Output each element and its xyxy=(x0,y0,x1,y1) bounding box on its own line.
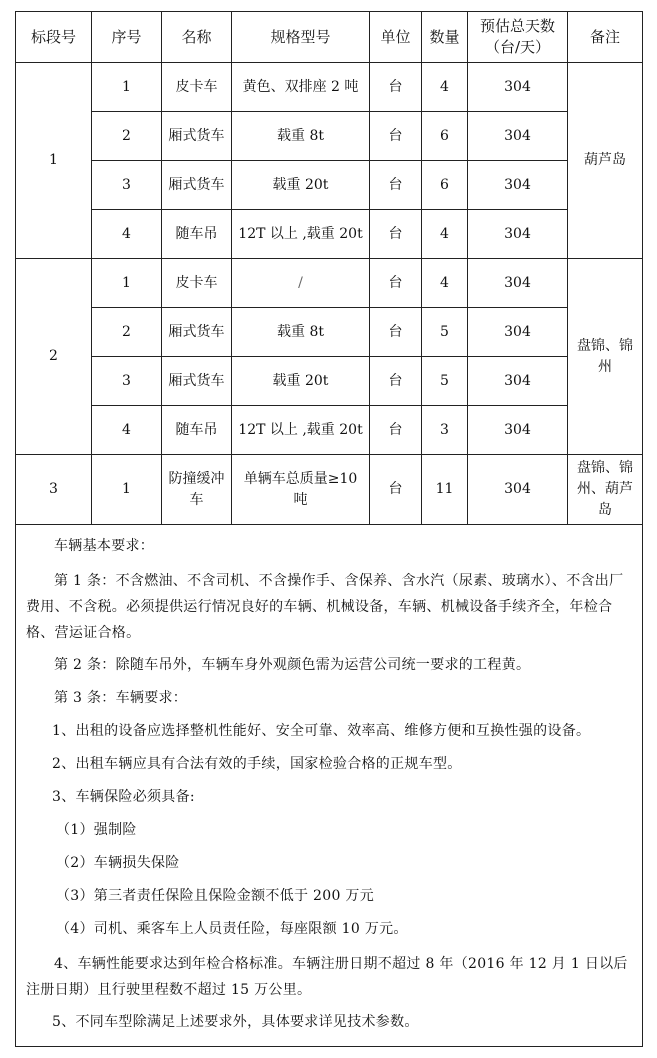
table-row xyxy=(16,308,643,357)
header-days-line1: 预估总天数 xyxy=(479,17,555,35)
table-row xyxy=(16,112,643,161)
qty-cell: 4 xyxy=(422,63,468,112)
days-cell: 304 xyxy=(468,455,568,525)
header-unit: 单位 xyxy=(370,12,422,63)
requirements-cell xyxy=(16,525,643,1047)
insurance-item-3: （3）第三者责任保险且保险金额不低于 200 万元 xyxy=(56,888,375,904)
note-cell: 葫芦岛 xyxy=(568,63,643,259)
insurance-item-1: （1）强制险 xyxy=(56,822,137,838)
days-cell: 304 xyxy=(468,259,568,308)
seq-cell: 4 xyxy=(92,210,162,259)
seq-cell: 2 xyxy=(92,308,162,357)
header-qty: 数量 xyxy=(422,12,468,63)
qty-cell: 6 xyxy=(422,112,468,161)
seq-cell: 2 xyxy=(92,112,162,161)
unit-cell: 台 xyxy=(370,357,422,406)
qty-cell: 4 xyxy=(422,210,468,259)
seq-cell: 4 xyxy=(92,406,162,455)
qty-cell: 6 xyxy=(422,161,468,210)
note-cell: 盘锦、锦州、葫芦岛 xyxy=(568,455,643,525)
insurance-item-2: （2）车辆损失保险 xyxy=(56,855,180,871)
spec-cell: / xyxy=(232,259,370,308)
vehicle-rental-table xyxy=(15,11,643,1047)
unit-cell: 台 xyxy=(370,455,422,525)
requirement-item-2: 2、出租车辆应具有合法有效的手续，国家检验合格的正规车型。 xyxy=(52,756,462,772)
header-seq: 序号 xyxy=(92,12,162,63)
insurance-item-4: （4）司机、乘客车上人员责任险，每座限额 10 万元。 xyxy=(56,921,408,937)
header-days-line2: （台/天） xyxy=(484,38,551,56)
section-no-cell: 2 xyxy=(16,259,92,455)
name-cell: 防撞缓冲车 xyxy=(162,455,232,525)
name-cell: 皮卡车 xyxy=(162,259,232,308)
requirement-item-3: 3、车辆保险必须具备: xyxy=(52,789,195,805)
spec-cell: 载重 20t xyxy=(232,357,370,406)
note-cell: 盘锦、锦州 xyxy=(568,259,643,455)
header-spec: 规格型号 xyxy=(232,12,370,63)
spec-cell: 载重 20t xyxy=(232,161,370,210)
name-cell: 随车吊 xyxy=(162,210,232,259)
unit-cell: 台 xyxy=(370,112,422,161)
rule-3: 第 3 条：车辆要求： xyxy=(54,690,188,706)
name-cell: 厢式货车 xyxy=(162,112,232,161)
name-cell: 厢式货车 xyxy=(162,308,232,357)
days-cell: 304 xyxy=(468,210,568,259)
section-no-cell: 3 xyxy=(16,455,92,525)
qty-cell: 5 xyxy=(422,357,468,406)
unit-cell: 台 xyxy=(370,63,422,112)
requirements-title: 车辆基本要求： xyxy=(54,538,155,554)
days-cell: 304 xyxy=(468,357,568,406)
rule-2: 第 2 条：除随车吊外，车辆车身外观颜色需为运营公司统一要求的工程黄。 xyxy=(54,657,531,673)
spec-cell: 12T 以上 ,载重 20t xyxy=(232,210,370,259)
days-cell: 304 xyxy=(468,112,568,161)
spec-cell: 载重 8t xyxy=(232,112,370,161)
requirement-item-5: 5、不同车型除满足上述要求外，具体要求详见技术参数。 xyxy=(52,1014,419,1030)
unit-cell: 台 xyxy=(370,308,422,357)
spec-cell: 黄色、双排座 2 吨 xyxy=(232,63,370,112)
header-days xyxy=(468,12,568,63)
seq-cell: 3 xyxy=(92,357,162,406)
rule-1: 第 1 条：不含燃油、不含司机、不含操作手、含保养、含水汽（尿素、玻璃水）、不含出厂费用、不含税。必须提供运行情况良好的车辆、机械设备，车辆、机械设备手续齐全，年检合格、营运证合格。 xyxy=(26,573,624,641)
seq-cell: 1 xyxy=(92,63,162,112)
unit-cell: 台 xyxy=(370,406,422,455)
seq-cell: 1 xyxy=(92,259,162,308)
requirement-item-1: 1、出租的设备应选择整机性能好、安全可靠、效率高、维修方便和互换性强的设备。 xyxy=(52,723,591,739)
seq-cell: 1 xyxy=(92,455,162,525)
name-cell: 皮卡车 xyxy=(162,63,232,112)
qty-cell: 5 xyxy=(422,308,468,357)
requirement-item-4: 4、车辆性能要求达到年检合格标准。车辆注册日期不超过 8 年（2016 年 12 月 1 日以后注册日期）且行驶里程数不超过 15 万公里。 xyxy=(26,956,628,998)
unit-cell: 台 xyxy=(370,210,422,259)
spec-cell: 12T 以上 ,载重 20t xyxy=(232,406,370,455)
unit-cell: 台 xyxy=(370,161,422,210)
qty-cell: 11 xyxy=(422,455,468,525)
table-row xyxy=(16,357,643,406)
requirements-row xyxy=(16,525,643,1047)
spec-cell: 单辆车总质量≥10 吨 xyxy=(232,455,370,525)
table-row xyxy=(16,63,643,112)
spec-cell: 载重 8t xyxy=(232,308,370,357)
table-row xyxy=(16,259,643,308)
header-name: 名称 xyxy=(162,12,232,63)
table-row xyxy=(16,210,643,259)
qty-cell: 3 xyxy=(422,406,468,455)
name-cell: 厢式货车 xyxy=(162,357,232,406)
name-cell: 随车吊 xyxy=(162,406,232,455)
days-cell: 304 xyxy=(468,406,568,455)
days-cell: 304 xyxy=(468,308,568,357)
name-cell: 厢式货车 xyxy=(162,161,232,210)
header-note: 备注 xyxy=(568,12,643,63)
qty-cell: 4 xyxy=(422,259,468,308)
table-row xyxy=(16,455,643,525)
seq-cell: 3 xyxy=(92,161,162,210)
table-header-row xyxy=(16,12,643,63)
section-no-cell: 1 xyxy=(16,63,92,259)
unit-cell: 台 xyxy=(370,259,422,308)
table-row xyxy=(16,161,643,210)
days-cell: 304 xyxy=(468,63,568,112)
header-section-no: 标段号 xyxy=(16,12,92,63)
table-row xyxy=(16,406,643,455)
days-cell: 304 xyxy=(468,161,568,210)
